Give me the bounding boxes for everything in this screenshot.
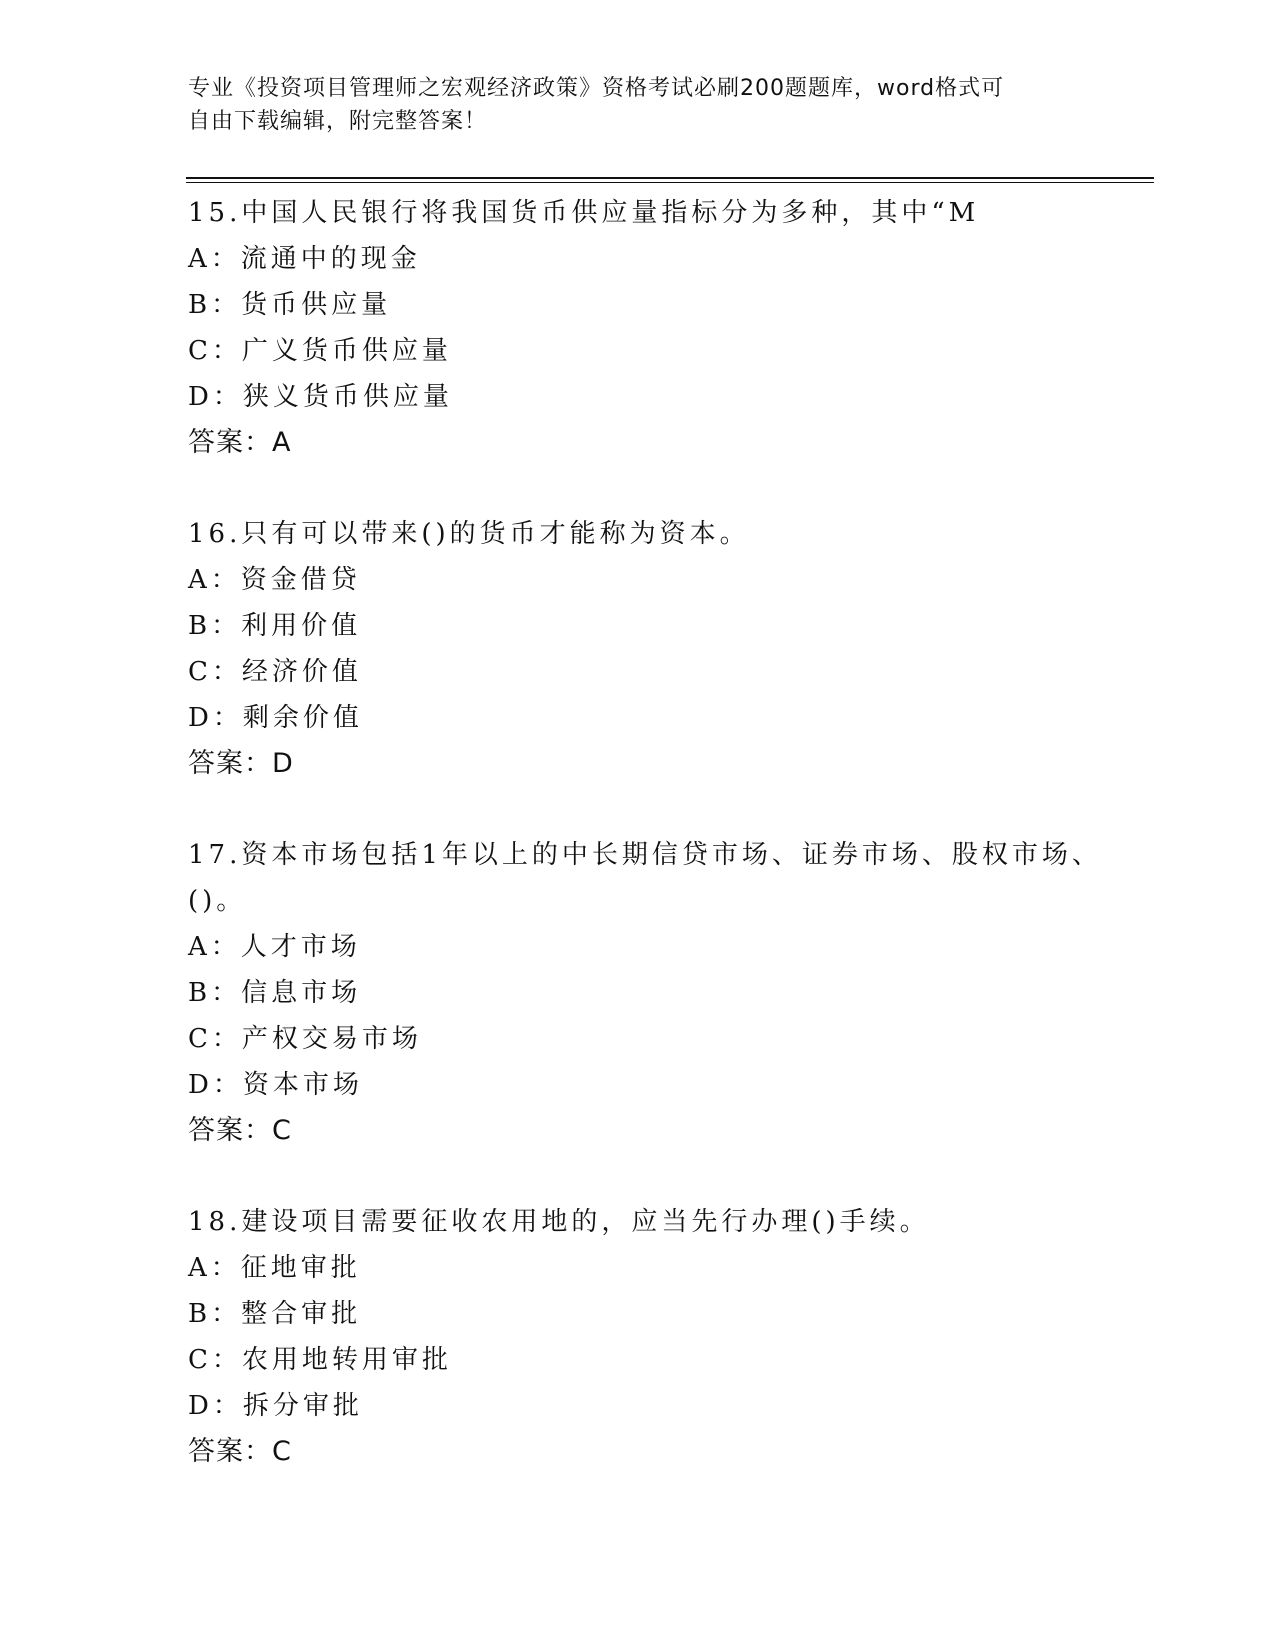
option-c: C：农用地转用审批 [188, 1345, 452, 1375]
question-list [188, 190, 1102, 1520]
option-c: C：产权交易市场 [188, 1024, 422, 1054]
question-18 [188, 1199, 1088, 1475]
option-a: A：征地审批 [188, 1253, 361, 1283]
document-header [188, 72, 1088, 138]
question-stem: 18.建设项目需要征收农用地的，应当先行办理()手续。 [188, 1207, 930, 1237]
option-d: D：拆分审批 [188, 1391, 363, 1421]
question-stem: 17.资本市场包括1年以上的中长期信贷市场、证券市场、股权市场、 [188, 840, 1102, 870]
option-b: B：整合审批 [188, 1299, 362, 1329]
option-b: B：利用价值 [188, 611, 362, 641]
option-c: C：经济价值 [188, 657, 362, 687]
header-rule-thick [186, 177, 1154, 179]
answer: 答案：A [188, 427, 292, 458]
option-b: B：信息市场 [188, 978, 362, 1008]
option-d: D：狭义货币供应量 [188, 382, 453, 412]
question-17 [188, 832, 1102, 1154]
answer: 答案：D [188, 748, 294, 779]
question-stem: 16.只有可以带来()的货币才能称为资本。 [188, 519, 750, 549]
option-d: D：剩余价值 [188, 703, 363, 733]
header-line-2: 自由下载编辑，附完整答案！ [188, 109, 488, 134]
option-c: C：广义货币供应量 [188, 336, 452, 366]
header-line-1: 专业《投资项目管理师之宏观经济政策》资格考试必刷200题题库，word格式可 [188, 76, 1005, 101]
option-a: A：流通中的现金 [188, 244, 421, 274]
option-a: A：资金借贷 [188, 565, 361, 595]
option-b: B：货币供应量 [188, 290, 392, 320]
header-rule-thin [186, 182, 1154, 183]
question-16 [188, 511, 1088, 787]
answer: 答案：C [188, 1436, 292, 1467]
question-stem: 15.中国人民银行将我国货币供应量指标分为多种，其中“M [188, 198, 980, 228]
option-a: A：人才市场 [188, 932, 361, 962]
question-15 [188, 190, 1088, 466]
question-stem-continued: ()。 [188, 886, 247, 916]
option-d: D：资本市场 [188, 1070, 363, 1100]
answer: 答案：C [188, 1115, 292, 1146]
